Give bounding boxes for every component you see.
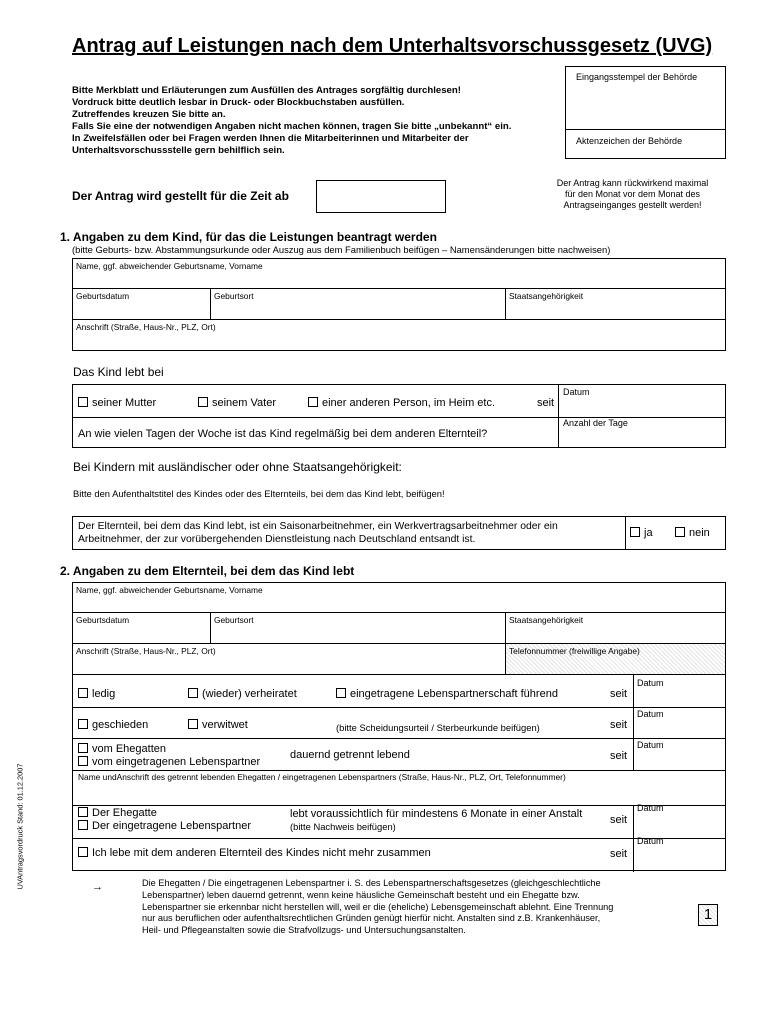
separated-address-label: Name undAnschrift des getrennt lebenden Ehegatten / eingetragenen Lebenspartners (Straße, Haus-Nr., PLZ, Ort, Telefonnummer) [78,772,566,782]
checkbox[interactable] [78,719,88,729]
status-partnership[interactable]: eingetragene Lebenspartnerschaft führend [336,688,558,700]
parent-phone-field[interactable]: Telefonnummer (freiwillige Angabe) [505,643,726,675]
section2-heading: 2. Angaben zu dem Elternteil, bei dem das Kind lebt [60,564,355,578]
checkbox[interactable] [78,756,88,766]
seit-label: seit [610,750,628,762]
status-widowed[interactable]: verwitwet [188,719,248,731]
checkbox[interactable] [78,688,88,698]
parent-birthdate-field[interactable]: Geburtsdatum [72,612,211,644]
stamp-label: Eingangsstempel der Behörde [576,72,698,82]
seasonal-no[interactable]: nein [675,527,710,539]
checkbox[interactable] [308,397,318,407]
seit-label: seit [610,688,628,700]
divorce-note: (bitte Scheidungsurteil / Sterbeurkunde beifügen) [336,722,540,733]
start-date-note: Der Antrag kann rückwirkend maximal für den Monat vor dem Monat des Antragseinganges gestellt werden! [556,178,709,210]
section1-heading: 1. Angaben zu dem Kind, für das die Leistungen beantragt werden [60,230,437,244]
datum-label: Datum [637,678,664,688]
arrow-icon: → [92,881,103,893]
checkbox[interactable] [78,847,88,857]
child-birthdate-field[interactable]: Geburtsdatum [72,288,211,320]
proof-note: (bitte Nachweis beifügen) [290,821,396,832]
section1-note: (bitte Geburts- bzw. Abstammungsurkunde oder Auszug aus dem Familienbuch beifügen – Namensänderungen bitte nachweisen) [72,244,611,255]
start-date-field[interactable] [316,180,446,213]
datum-label: Datum [637,740,664,750]
child-nationality-field[interactable]: Staatsangehörigkeit [505,288,726,320]
side-note: UVAntragsvordruck Stand: 01.12.2007 [15,763,25,890]
intro-line: Unterhaltsvorschussstelle gern behilflich sein. [72,145,285,156]
foreign-note: Bitte den Aufenthaltstitel des Kindes oder des Elternteils, bei dem das Kind lebt, beifügen! [73,488,445,499]
days-question: An wie vielen Tagen der Woche ist das Kind regelmäßig bei dem anderen Elternteil? [78,428,488,440]
checkbox[interactable] [188,719,198,729]
datum-label: Datum [563,387,590,397]
footnote-text: Die Ehegatten / Die eingetragenen Lebenspartner i. S. des Lebenspartnerschaftsgesetzes (gleichgeschlechtliche Lebenspartner) leben dauernd getrennt, wenn keine häusliche Gemeinschaft besteht und ein Ehegatte bzw. Lebenspartner sie erkennbar nicht herstellen will, weil er die (eheliche) Lebensgemeinschaft ablehnt. Eine Trennung nur aus beruflichen oder aufenthaltsrechtlichen Gründen genügt hierfür nicht. Anstalten sind z.B. Krankenhäuser, Heil- und Pflegeanstalten sowie die Strafvollzugs- und Untersuchungsanstalten. [142,878,614,936]
intro-line: Zutreffendes kreuzen Sie bitte an. [72,109,226,120]
intro-line: In Zweifelsfällen oder bei Fragen werden Ihnen die Mitarbeiterinnen und Mitarbeiter der [72,133,469,144]
intro-line: Vordruck bitte deutlich lesbar in Druck- oder Blockbuchstaben ausfüllen. [72,97,405,108]
lives-with-heading: Das Kind lebt bei [73,365,164,379]
institution-partner[interactable]: Der eingetragene Lebenspartner [78,820,251,832]
option-mother[interactable]: seiner Mutter [78,397,156,409]
start-date-label: Der Antrag wird gestellt für die Zeit ab [72,189,289,203]
child-name-field[interactable]: Name, ggf. abweichender Geburtsname, Vorname [72,258,726,289]
checkbox[interactable] [78,820,88,830]
child-birthplace-field[interactable]: Geburtsort [210,288,506,320]
datum-label: Datum [637,836,664,846]
seit-label: seit [610,814,628,826]
separated-label: dauernd getrennt lebend [290,749,410,761]
parent-address-field[interactable]: Anschrift (Straße, Haus-Nr., PLZ, Ort) [72,643,506,675]
checkbox[interactable] [78,743,88,753]
page-number: 1 [698,904,718,926]
seasonal-worker-question: Der Elternteil, bei dem das Kind lebt, ist ein Saisonarbeitnehmer, ein Werkvertragsarbeitnehmer oder ein Arbeitnehmer, der zur vorübergehenden Dienstleistung nach Deutschland entsandt ist. [78,521,558,545]
checkbox[interactable] [78,397,88,407]
authority-stamp-box [565,66,726,159]
seit-label: seit [537,397,555,409]
checkbox[interactable] [188,688,198,698]
status-single[interactable]: ledig [78,688,115,700]
parent-name-field[interactable]: Name, ggf. abweichender Geburtsname, Vorname [72,582,726,613]
datum-label: Datum [637,709,664,719]
separated-from-spouse[interactable]: vom Ehegatten [78,743,166,755]
seasonal-yes[interactable]: ja [630,527,653,539]
seit-label: seit [610,848,628,860]
intro-line: Falls Sie eine der notwendigen Angaben nicht machen können, tragen Sie bitte „unbekannt“ ein. [72,121,512,132]
foreign-heading: Bei Kindern mit ausländischer oder ohne Staatsangehörigkeit: [73,460,402,474]
checkbox[interactable] [336,688,346,698]
datum-label: Datum [637,803,664,813]
file-number-label: Aktenzeichen der Behörde [576,136,683,146]
seit-label: seit [610,719,628,731]
option-other-person[interactable]: einer anderen Person, im Heim etc. [308,397,495,409]
checkbox[interactable] [630,527,640,537]
parent-birthplace-field[interactable]: Geburtsort [210,612,506,644]
option-father[interactable]: seinem Vater [198,397,276,409]
child-address-field[interactable]: Anschrift (Straße, Haus-Nr., PLZ, Ort) [72,319,726,351]
form-title: Antrag auf Leistungen nach dem Unterhaltsvorschussgesetz (UVG) [72,35,713,57]
intro-instructions [72,85,511,157]
separated-from-partner[interactable]: vom eingetragenen Lebenspartner [78,756,260,768]
days-label: Anzahl der Tage [563,418,628,428]
parent-nationality-field[interactable]: Staatsangehörigkeit [505,612,726,644]
status-divorced[interactable]: geschieden [78,719,148,731]
status-remarried[interactable]: (wieder) verheiratet [188,688,297,700]
checkbox[interactable] [78,807,88,817]
checkbox[interactable] [198,397,208,407]
institution-label: lebt voraussichtlich für mindestens 6 Monate in einer Anstalt [290,808,583,820]
intro-line: Bitte Merkblatt und Erläuterungen zum Ausfüllen des Antrages sorgfältig durchlesen! [72,85,461,96]
institution-spouse[interactable]: Der Ehegatte [78,807,157,819]
not-living-together[interactable]: Ich lebe mit dem anderen Elternteil des Kindes nicht mehr zusammen [78,847,431,859]
checkbox[interactable] [675,527,685,537]
